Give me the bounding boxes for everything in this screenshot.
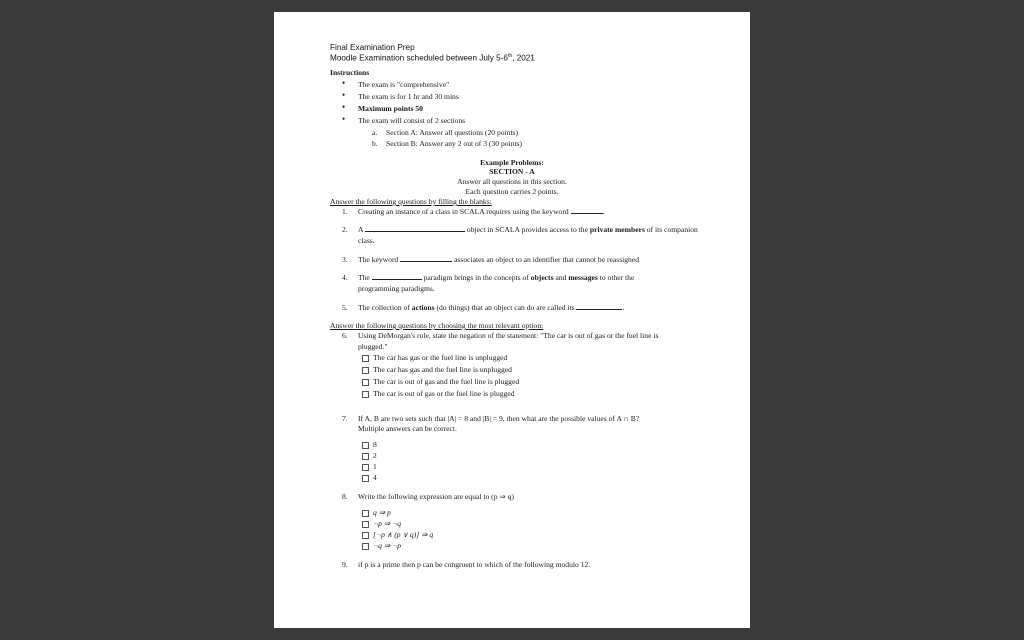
option-label: ¬p ⇒ ¬q — [373, 519, 402, 528]
option-checkbox[interactable] — [362, 532, 369, 539]
bullet-icon: • — [342, 78, 346, 88]
option-checkbox[interactable] — [362, 391, 369, 398]
multiple-choice-heading: Answer the following questions by choosing the most relevant option: — [330, 321, 544, 330]
option-checkbox[interactable] — [362, 453, 369, 460]
option-checkbox[interactable] — [362, 521, 369, 528]
question-number: 9. — [342, 560, 348, 569]
question-5: The collection of actions (do things) that an object can do are called its . — [358, 303, 625, 312]
option-label: The car has gas and the fuel line is unplugged — [373, 365, 512, 374]
option-checkbox[interactable] — [362, 510, 369, 517]
sub-item-marker: b. — [372, 139, 378, 148]
document-page — [274, 12, 750, 628]
sub-item: Section B: Answer any 2 out of 3 (30 points) — [386, 139, 523, 148]
answer-blank[interactable] — [372, 273, 422, 280]
instruction-item: The exam is "comprehensive" — [358, 80, 450, 89]
section-title: SECTION - A — [489, 167, 535, 176]
question-8: Write the following expression are equal to (p ⇒ q) — [358, 492, 514, 501]
question-7-line2: Multiple answers can be correct. — [358, 424, 457, 433]
question-2-line2: class. — [358, 236, 375, 245]
fill-blanks-heading: Answer the following questions by filling the blanks: — [330, 197, 492, 206]
question-number: 7. — [342, 414, 348, 423]
example-problems-heading: Example Problems: — [480, 158, 544, 167]
sub-item: Section A: Answer all questions (20 points) — [386, 128, 519, 137]
option-label: The car is out of gas or the fuel line is plugged — [373, 389, 515, 398]
question-number: 3. — [342, 255, 348, 264]
answer-blank[interactable] — [571, 207, 603, 214]
option-label: The car is out of gas and the fuel line is plugged — [373, 377, 520, 386]
question-number: 4. — [342, 273, 348, 282]
option-checkbox[interactable] — [362, 475, 369, 482]
question-number: 1. — [342, 207, 348, 216]
question-3: The keyword associates an object to an identifier that cannot be reassigned — [358, 255, 640, 264]
page-subtitle: Moodle Examination scheduled between July 5-6th, 2021 — [330, 53, 535, 63]
question-6-line2: plugged." — [358, 342, 388, 351]
option-label: 8 — [373, 440, 377, 449]
instruction-item: Maximum points 50 — [358, 104, 423, 113]
question-2: A object in SCALA provides access to the private members of its companion — [358, 225, 698, 234]
instructions-heading: Instructions — [330, 68, 370, 77]
option-label: The car has gas or the fuel line is unplugged — [373, 353, 508, 362]
question-6: Using DeMorgan's rule, state the negation of the statement: "The car is out of gas or the fuel line is — [358, 331, 659, 340]
question-9: if p is a prime then p can be congruent to which of the following modulo 12. — [358, 560, 591, 569]
question-number: 8. — [342, 492, 348, 501]
option-label: 4 — [373, 473, 377, 482]
section-note: Answer all questions in this section. — [457, 177, 567, 186]
instruction-item: The exam is for 1 hr and 30 mins — [358, 92, 459, 101]
question-4-line2: programming paradigms. — [358, 284, 435, 293]
option-label: 2 — [373, 451, 377, 460]
option-checkbox[interactable] — [362, 367, 369, 374]
question-number: 5. — [342, 303, 348, 312]
option-label: 1 — [373, 462, 377, 471]
bullet-icon: • — [342, 102, 346, 112]
bullet-icon: • — [342, 114, 346, 124]
instruction-item: The exam will consist of 2 sections — [358, 116, 466, 125]
option-label: ¬q ⇒ ¬p — [373, 541, 402, 550]
answer-blank[interactable] — [400, 255, 452, 262]
option-checkbox[interactable] — [362, 464, 369, 471]
question-number: 6. — [342, 331, 348, 340]
question-7: If A, B are two sets such that |A| = 8 and |B| = 9, then what are the possible values of A ∩ B? — [358, 414, 640, 423]
option-checkbox[interactable] — [362, 442, 369, 449]
question-1: Creating an instance of a class in SCALA requires using the keyword . — [358, 207, 605, 216]
option-label: [¬p ∧ (p ∨ q)] ⇒ q — [373, 530, 434, 539]
page-title: Final Examination Prep — [330, 43, 415, 52]
sub-item-marker: a. — [372, 128, 378, 137]
question-number: 2. — [342, 225, 348, 234]
answer-blank[interactable] — [576, 303, 622, 310]
option-checkbox[interactable] — [362, 355, 369, 362]
option-checkbox[interactable] — [362, 543, 369, 550]
bullet-icon: • — [342, 90, 346, 100]
answer-blank[interactable] — [365, 225, 465, 232]
option-label: q ⇒ p — [373, 508, 391, 517]
section-note: Each question carries 2 points. — [465, 187, 559, 196]
option-checkbox[interactable] — [362, 379, 369, 386]
question-4: The paradigm brings in the concepts of objects and messages to other the — [358, 273, 635, 282]
